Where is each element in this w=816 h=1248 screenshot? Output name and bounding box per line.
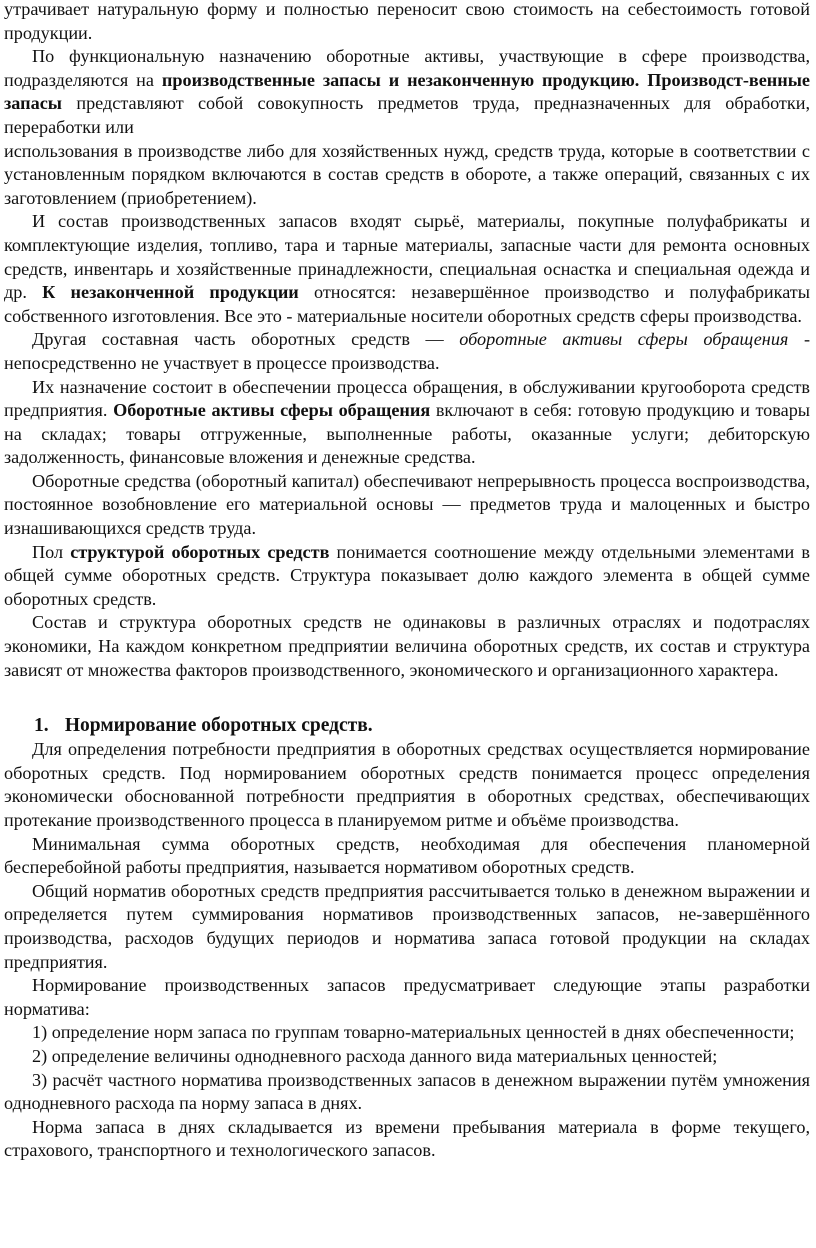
paragraph-circulation-assets	[4, 328, 810, 375]
list-item-stage-2	[4, 1045, 810, 1069]
paragraph-normalization	[4, 738, 810, 832]
paragraph-text: утрачивает натуральную форму и полностью переносит свою стоимость на себестоимость готовой продукции.	[4, 0, 810, 43]
bold-term: Оборотные активы сферы обращения	[113, 400, 431, 421]
paragraph-text: Состав и структура оборотных средств не одинаковы в различных отраслях и подотраслях экономики, На каждом конкретном предприятии величина оборотных средств, их состав и структура зависят от множества факторов производственного, экономического и организационного характера.	[4, 612, 810, 680]
bold-term: производственные запасы и незаконченную продукцию. Производст-венные запасы	[4, 69, 811, 114]
paragraph-text: По функциональную назначению оборотные активы, участвующие в сфере производства, подразделяются на	[4, 46, 810, 90]
paragraph-minimum-sum	[4, 833, 810, 880]
paragraph-working-capital	[4, 470, 810, 541]
italic-term: оборотные активы сферы обращения	[459, 329, 789, 350]
paragraph-composition	[4, 210, 810, 328]
bold-term: К незаконченной продукции	[42, 282, 299, 303]
paragraph-text: - непосредственно не участвует в процессе производства.	[4, 329, 811, 373]
paragraph-text: Нормирование производственных запасов предусматривает следующие этапы разработки норматива:	[4, 975, 810, 1019]
paragraph-text: 2) определение величины однодневного расхода данного вида материальных ценностей;	[32, 1045, 718, 1066]
paragraph-stock-norm	[4, 1116, 810, 1163]
paragraph-text: 3) расчёт частного норматива производственных запасов в денежном выражении путём умножения однодневного расхода па норму запаса в днях.	[4, 1069, 810, 1114]
paragraph-text: включают в себя: готовую продукцию и товары на складах; товары отгруженные, выполненные работы, оказанные услуги; дебиторскую задолженность, финансовые вложения и денежные средства.	[4, 400, 811, 468]
paragraph-functional-purpose	[4, 45, 810, 139]
paragraph-text: Для определения потребности предприятия в оборотных средствах осуществляется нормирование оборотных средств. Под нормированием оборотных средств понимается процесс определения экономически обоснованной потребности предприятия в оборотных средствах, обеспечивающих протекание производственного процесса в планируемом ритме и объёме производства.	[4, 739, 810, 830]
paragraph-text: И состав производственных запасов входят сырьё, материалы, покупные полуфабрикаты и комплектующие изделия, топливо, тара и тарные материалы, запасные части для ремонта основных средств, инвентарь и хозяйственные принадлежности, специальная оснастка и специальная одежда и др.	[4, 211, 810, 303]
section-heading	[4, 713, 810, 738]
paragraph-industries	[4, 611, 810, 682]
list-item-stage-3	[4, 1069, 810, 1116]
paragraph-text: 1) определение норм запаса по группам товарно-материальных ценностей в днях обеспеченности;	[32, 1022, 795, 1043]
paragraph-text: Оборотные средства (оборотный капитал) обеспечивают непрерывность процесса воспроизводства, постоянное возобновление его материальной основы — предметов труда и малоценных и быстро изнашивающихся средств труда.	[4, 470, 810, 539]
paragraph-text: представляют собой совокупность предметов труда, предназначенных для обработки, переработки или	[4, 93, 810, 137]
paragraph-text: Общий норматив оборотных средств предприятия рассчитывается только в денежном выражении и определяется путем суммирования нормативов производственных запасов, не-завершённого производства, расходов будущих периодов и норматива запаса готовой продукции на складах предприятия.	[4, 880, 810, 972]
paragraph-text: Пол	[32, 541, 71, 562]
paragraph-purpose	[4, 376, 810, 470]
section-title: Нормирование оборотных средств.	[64, 715, 373, 737]
paragraph-text: Их назначение состоит в обеспечении процесса обращения, в обслуживании кругооборота средств предприятия.	[4, 376, 810, 421]
section-number: 1.	[34, 715, 49, 737]
paragraph-text: Норма запаса в днях складывается из времени пребывания материала в форме текущего, страхового, транспортного и технологического запасов.	[4, 1116, 810, 1161]
paragraph-usage	[4, 140, 810, 211]
list-item-stage-1	[4, 1021, 810, 1045]
bold-term: структурой оборотных средств	[70, 541, 330, 562]
paragraph-text: понимается соотношение между отдельными элементами в общей сумме оборотных средств. Структура показывает долю каждого элемента в общей сумме оборотных средств.	[4, 541, 810, 609]
paragraph-total-norm	[4, 880, 810, 974]
paragraph-text: Минимальная сумма оборотных средств, необходимая для обеспечения планомерной бесперебойной работы предприятия, называется нормативом оборотных средств.	[4, 833, 810, 878]
paragraph-text: Другая составная часть оборотных средств —	[32, 329, 460, 350]
paragraph-structure	[4, 541, 810, 612]
paragraph-continuation	[4, 0, 810, 45]
paragraph-text: использования в производстве либо для хозяйственных нужд, средств труда, которые в соответствии с установленным порядком включаются в состав средств в обороте, а также операций, связанных с их заготовлением (приобретением).	[4, 140, 810, 208]
paragraph-text: относятся: незавершённое производство и полуфабрикаты собственного изготовления. Все это - материальные носители оборотных средств сферы производства.	[4, 282, 810, 326]
paragraph-stages	[4, 974, 810, 1021]
